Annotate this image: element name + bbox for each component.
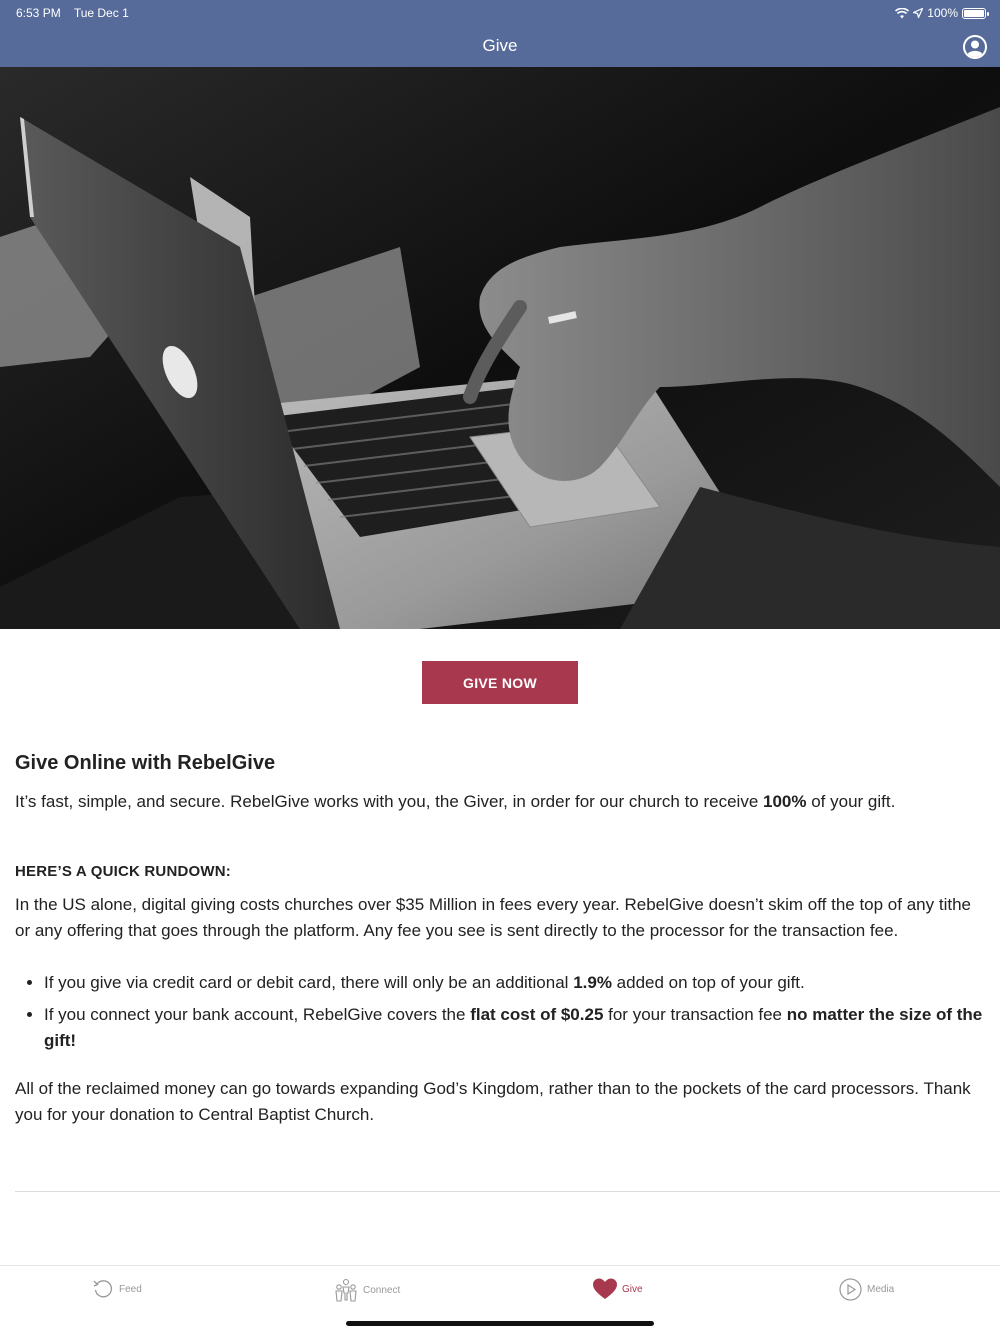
intro-paragraph: It’s fast, simple, and secure. RebelGive works with you, the Giver, in order for our church to receive 100% of your gift. <box>15 792 896 811</box>
location-arrow-icon <box>913 8 923 18</box>
hero-image <box>0 67 1000 629</box>
play-circle-icon <box>839 1278 862 1301</box>
page-title: Give <box>482 36 518 55</box>
fee-list <box>15 970 990 1054</box>
user-circle-icon[interactable] <box>963 35 987 59</box>
status-time: 6:53 PM <box>16 6 61 20</box>
laptop-photo <box>0 67 1000 629</box>
battery-percent: 100% <box>927 6 958 20</box>
wifi-icon <box>895 8 909 19</box>
top-navigation-bar <box>0 0 1000 67</box>
home-indicator[interactable] <box>346 1321 654 1326</box>
feed-refresh-icon <box>92 1278 114 1300</box>
status-date: Tue Dec 1 <box>73 6 129 20</box>
tab-media[interactable]: Media <box>839 1278 894 1301</box>
rundown-paragraph: In the US alone, digital giving costs churches over $35 Million in fees every year. RebelGive doesn’t skim off the top of any tithe or any offering that goes through the platform. Any fee you see is sent directly to the processor for the transaction fee. <box>15 895 971 940</box>
closing-paragraph: All of the reclaimed money can go towards expanding God’s Kingdom, rather than to the pockets of the card processors. Thank you for your donation to Central Baptist Church. <box>15 1079 971 1124</box>
give-now-button[interactable]: GIVE NOW <box>422 661 578 704</box>
tab-connect[interactable]: Connect <box>334 1278 400 1302</box>
list-item: • If you connect your bank account, RebelGive covers the flat cost of $0.25 for your transaction fee no matter the size of the gift! <box>44 1002 990 1054</box>
rundown-heading: HERE’S A QUICK RUNDOWN: <box>15 863 231 880</box>
give-info-section <box>15 752 990 1128</box>
divider <box>15 1191 1000 1192</box>
list-item: • If you give via credit card or debit card, there will only be an additional 1.9% added on top of your gift. <box>44 970 990 996</box>
tab-give[interactable]: Give <box>593 1278 643 1300</box>
status-bar <box>16 5 986 21</box>
heart-icon <box>593 1278 617 1300</box>
battery-icon <box>962 8 986 19</box>
tab-feed[interactable]: Feed <box>92 1278 142 1300</box>
section-heading: Give Online with RebelGive <box>15 752 276 774</box>
people-icon <box>334 1278 358 1302</box>
